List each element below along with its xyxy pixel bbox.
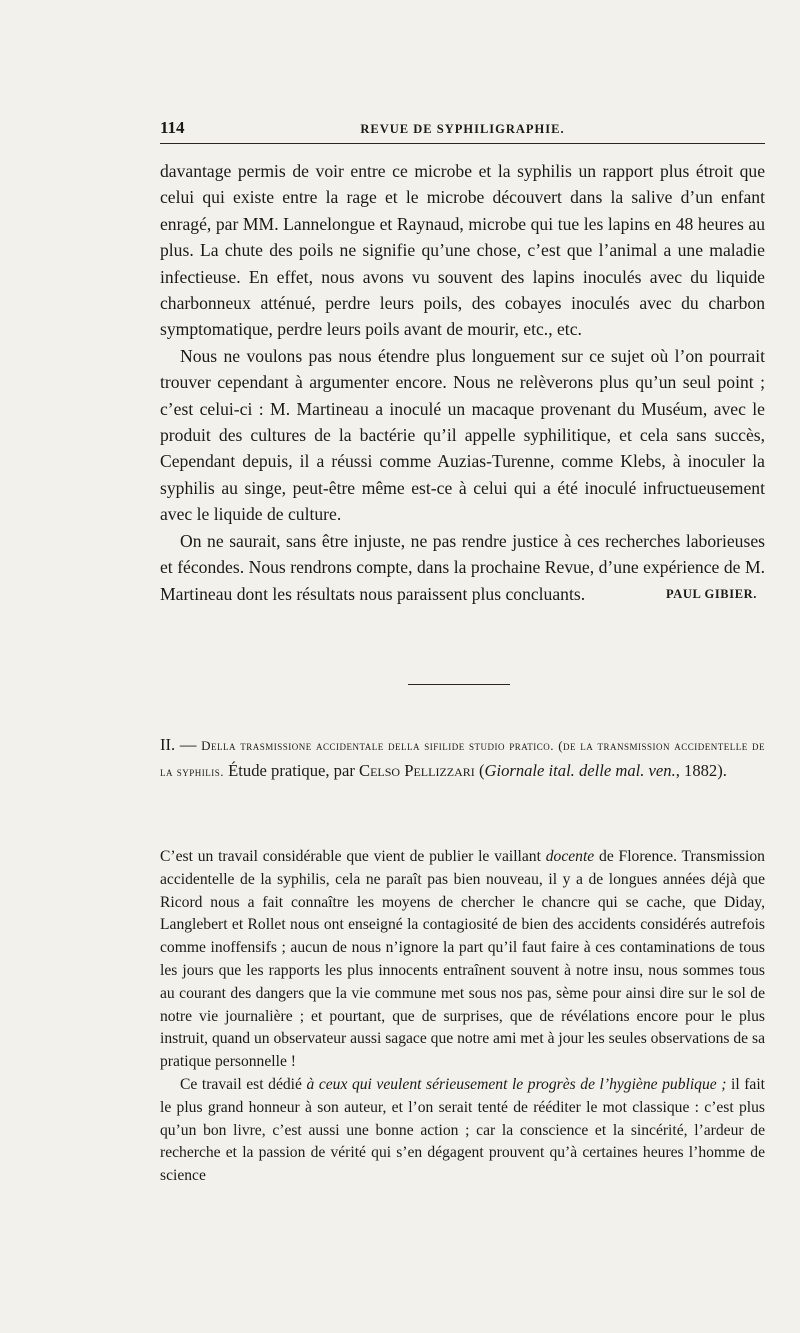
review-title: Della trasmissione accidentale della sifilide studio pratico. (de la transmission accidentelle de la syphilis. <box>160 738 766 779</box>
source-close: , 1882). <box>675 760 727 780</box>
review-source: Giornale ital. delle mal. ven. <box>484 760 676 780</box>
paragraph-text: On ne saurait, sans être injuste, ne pas rendre justice à ces recherches laborieuses et fécondes. Nous rendrons compte, dans la prochaine Revue, d’une expérience de M. Martineau dont les résultats nous paraissent plus concluants. <box>160 530 765 604</box>
article-continuation <box>160 158 765 607</box>
header-rule <box>160 143 765 144</box>
text-run: il fait le plus grand honneur à son auteur, et l’on serait tenté de rééditer le mot classique : c’est plus qu’un bon livre, c’est aussi une bonne action ; car la conscience et la sincérité, l’ardeur de recherche et la passion de vérité qui s’en dégagent prouvent qu’à certaines heures l’homme de science <box>160 1075 765 1185</box>
paragraph <box>160 528 765 607</box>
review-subtitle: Étude pratique, par <box>224 760 360 780</box>
paragraph: Nous ne voulons pas nous étendre plus longuement sur ce sujet où l’on pourrait trouver cependant à argumenter encore. Nous ne relèverons plus qu’un seul point ; c’est celui-ci : M. Martineau a inoculé un macaque provenant du Muséum, avec le produit des cultures de la bactérie qu’il appelle syphilitique, et cela sans succès, Cependant depuis, il a réussi comme Auzias-Turenne, comme Klebs, à inoculer la syphilis au singe, peut-être même est-ce à celui qui a été inoculé infructueusement avec le liquide de culture. <box>160 345 765 525</box>
dedication-quote: à ceux qui veulent sérieusement le progrès de l’hygiène publique ; <box>306 1075 727 1093</box>
section-divider <box>408 684 510 685</box>
author-signature: PAUL GIBIER. <box>665 586 757 601</box>
italic-term: docente <box>545 848 595 865</box>
review-author: Celso Pellizzari <box>359 760 475 780</box>
review-body <box>160 846 765 1188</box>
page-header <box>160 118 765 140</box>
source-open: ( <box>474 760 485 780</box>
paragraph: davantage permis de voir entre ce microbe et la syphilis un rapport plus étroit que celui qui existe entre la rage et le microbe découvert dans la salive d’un enfant enragé, par MM. Lannelongue et Raynaud, microbe qui tue les lapins en 48 heures au plus. La chute des poils ne signifie qu’une chose, c’est que l’animal a une maladie infectieuse. En effet, nous avons vu souvent des lapins inoculés avec du liquide charbonneux atténué, perdre leurs poils, des cobayes inoculés avec du charbon symptomatique, perdre leurs poils avant de mourir, etc., etc. <box>160 161 765 340</box>
review-numeral: II. — <box>160 735 202 754</box>
running-head: REVUE DE SYPHILIGRAPHIE. <box>360 122 565 136</box>
text-run: C’est un travail considérable que vient de publier le vaillant <box>160 848 546 865</box>
paragraph <box>160 1074 765 1188</box>
review-heading <box>160 733 765 784</box>
text-run: Ce travail est dédié <box>180 1075 307 1093</box>
paragraph <box>160 846 765 1074</box>
page-number: 114 <box>160 118 185 137</box>
text-run: de Florence. Transmission accidentelle de la syphilis, cela ne paraît pas bien nouveau, il y a de longues années déjà que Ricord nous a fait connaître les moyens de chercher le chancre qui se cache, que Diday, Langlebert et Rollet nous ont enseigné la contagiosité de bien des accidents considérés autrefois comme inoffensifs ; aucun de nous n’ignore la part qu’il faut faire à ces contaminations de tous les jours que les rapports les plus innocents entraînent souvent à notre insu, nous sommes tous au courant des dangers que la vie commune met sous nos pas, sème pour ainsi dire sur le sol de notre vie journalière ; et pourtant, que de surprises, que de révélations encore pour le plus instruit, quand un observateur aussi sagace que notre ami met à jour les seules observations de sa pratique personnelle ! <box>160 848 765 1071</box>
